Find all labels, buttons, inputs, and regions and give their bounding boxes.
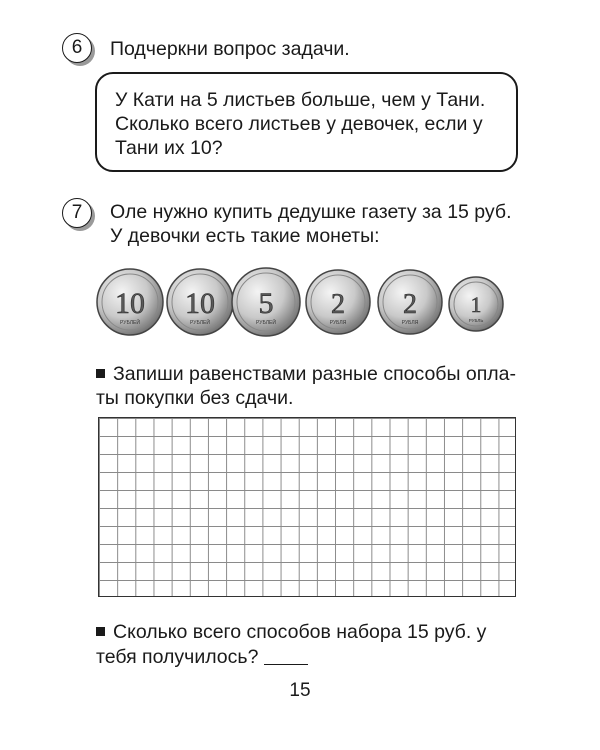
task-6-instruction: Подчеркни вопрос задачи.	[110, 38, 350, 60]
coin-value: 10	[115, 287, 145, 320]
count-question-text-1: Сколько всего способов набора 15 руб. у	[113, 621, 487, 643]
coin-label: РУБЛЕЙ	[256, 320, 276, 326]
task-6-problem-line-1[interactable]: У Кати на 5 листьев больше, чем у Тани.	[115, 89, 486, 111]
coin-10-rubles-1	[97, 269, 163, 335]
coin-value: 10	[185, 287, 215, 320]
coin-2-rubles-1	[306, 270, 370, 334]
answer-grid[interactable]	[98, 417, 516, 597]
task-7-number	[62, 198, 92, 228]
coin-value: 1	[470, 292, 482, 317]
bullet-icon	[96, 369, 105, 378]
coin-value: 2	[331, 289, 345, 320]
task-6-problem-line-2[interactable]: Сколько всего листьев у девочек, если у	[115, 113, 483, 135]
task-7-text-line-1: Оле нужно купить дедушке газету за 15 руб.	[110, 201, 512, 223]
coins-row	[92, 262, 512, 342]
coin-label: РУБЛЯ	[329, 320, 347, 326]
write-instruction-line-1	[96, 362, 516, 386]
write-instruction-text-1: Запиши равенствами разные способы опла-	[113, 363, 517, 385]
coin-label: РУБЛЯ	[401, 320, 419, 326]
coin-value: 5	[258, 287, 274, 320]
task-7-number-text: 7	[71, 202, 83, 223]
task-6-number	[62, 33, 92, 63]
coin-5-rubles	[232, 268, 300, 336]
coin-2-rubles-2	[378, 270, 442, 334]
bullet-icon	[96, 627, 105, 636]
count-question-line-2	[96, 645, 308, 669]
coin-label: РУБЛЕЙ	[120, 320, 140, 326]
count-question-text-2: тебя получилось?	[96, 646, 259, 668]
coin-10-rubles-2	[167, 269, 233, 335]
answer-blank[interactable]	[264, 646, 308, 665]
write-instruction-line-2: ты покупки без сдачи.	[96, 387, 294, 409]
count-question-line-1	[96, 620, 486, 644]
task-6-number-text: 6	[71, 37, 83, 58]
coin-label: РУБЛЬ	[468, 318, 484, 323]
task-6-problem-box	[95, 72, 518, 172]
page-number: 15	[289, 680, 311, 701]
task-6-problem-line-3[interactable]: Тани их 10?	[115, 137, 223, 159]
coin-1-ruble	[449, 277, 503, 331]
coin-label: РУБЛЕЙ	[190, 320, 210, 326]
task-7-text-line-2: У девочки есть такие монеты:	[110, 225, 380, 247]
coin-value: 2	[403, 289, 417, 320]
